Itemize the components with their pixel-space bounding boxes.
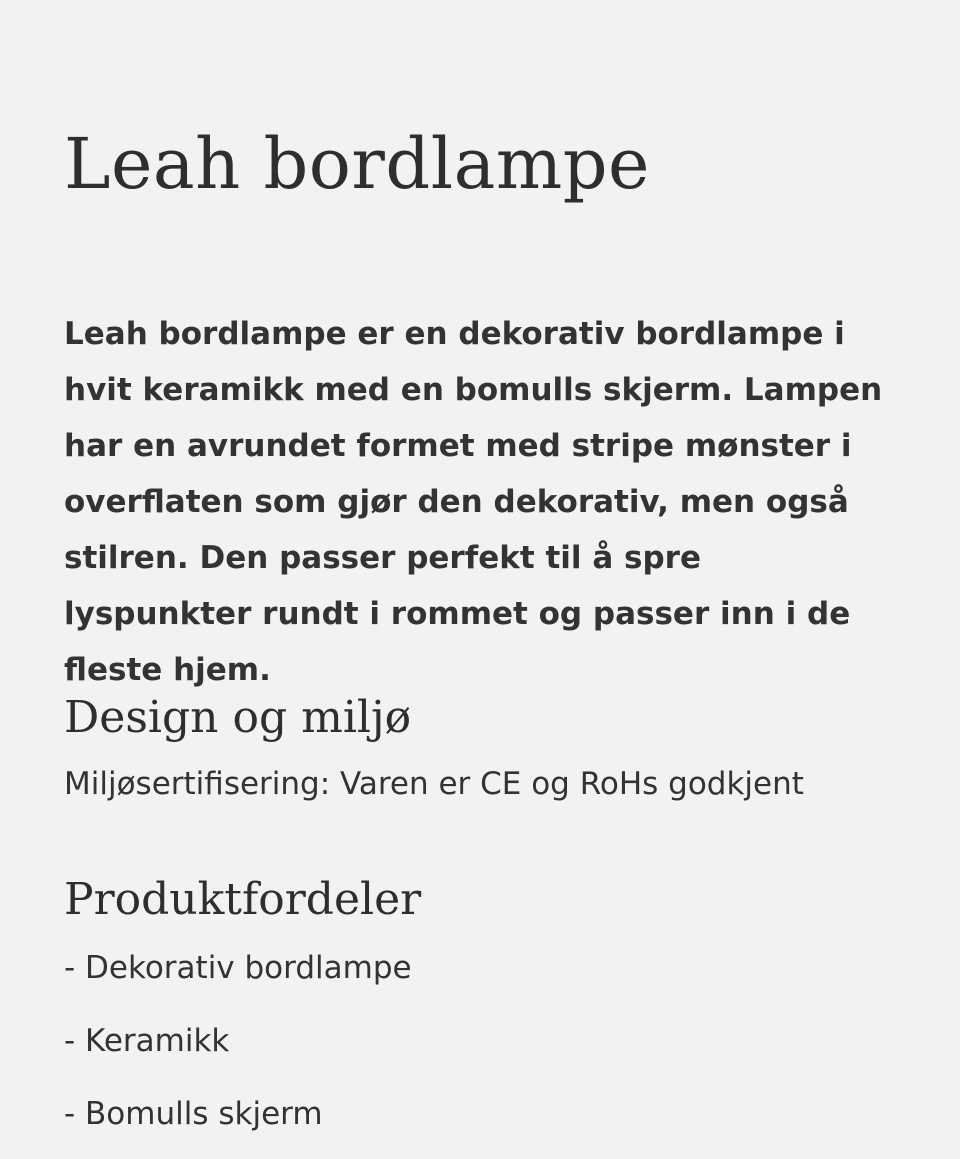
certification-text: Miljøsertifisering: Varen er CE og RoHs godkjent bbox=[64, 766, 804, 802]
benefit-item: - Keramikk bbox=[64, 1023, 230, 1059]
benefits-section-heading: Produktfordeler bbox=[64, 874, 422, 925]
design-section-heading: Design og miljø bbox=[64, 692, 412, 743]
product-title: Leah bordlampe bbox=[64, 123, 650, 205]
benefit-item: - Bomulls skjerm bbox=[64, 1096, 323, 1132]
benefits-list bbox=[64, 946, 412, 1159]
product-description: Leah bordlampe er en dekorativ bordlampe i hvit keramikk med en bomulls skjerm. Lampen har en avrundet formet med stripe mønster i overflaten som gjør den dekorativ, men også stilren. Den passer perfekt til å spre lyspunkter rundt i rommet og passer inn i de fleste hjem. bbox=[64, 316, 883, 688]
benefit-item: - Dekorativ bordlampe bbox=[64, 950, 412, 986]
